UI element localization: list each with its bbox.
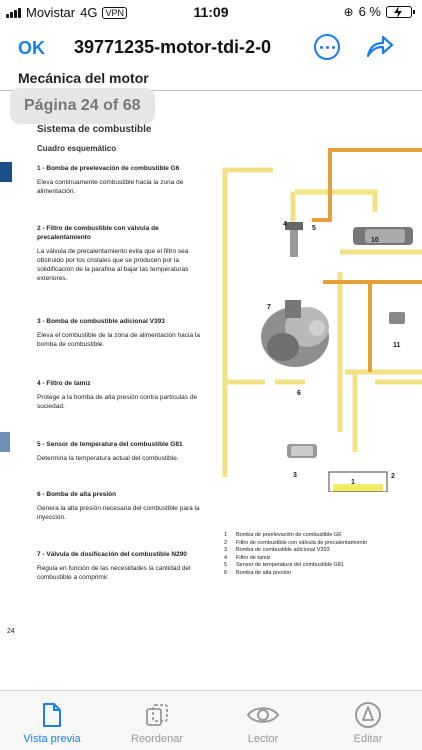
fuel-tank <box>333 484 383 492</box>
legend-item: 2 Filtro de combustible con válvula de precalentamiento <box>224 539 368 546</box>
description-item: 5 - Sensor de temperatura del combustible G81 Determina la temperatura actual del combustible. <box>37 441 183 462</box>
clock: 11:09 <box>193 4 229 20</box>
battery-percent: 6 % <box>358 4 381 19</box>
diagram-label: 5 <box>312 225 316 232</box>
diagram-legend <box>224 532 367 577</box>
tab-editar[interactable] <box>318 701 418 745</box>
valve-component <box>389 312 405 324</box>
orientation-lock-icon: ⊕ <box>343 4 354 19</box>
page-number: 24 <box>7 628 15 635</box>
description-item: 7 - Válvula de dosificación del combustible N290 Regula en función de las necesidades la cantidad del combustible a comprimir. <box>37 551 191 581</box>
legend-item: 4 Filtro de tamiz <box>224 554 271 561</box>
legend-item: 5 Sensor de temperatura del combustible G81 <box>224 562 344 568</box>
tab-label: Lector <box>247 733 279 745</box>
high-pressure-pump <box>261 222 329 367</box>
tab-bar <box>0 690 422 750</box>
diagram-label: 11 <box>393 342 401 349</box>
ok-button[interactable]: OK <box>18 38 45 58</box>
description-item: 4 - Filtro de tamiz Protege a la bomba de alta presión contra partículas de suciedad. <box>37 380 198 410</box>
tab-label: Editar <box>353 733 383 745</box>
diagram-label: 1 <box>351 479 355 486</box>
margin-marker-icon <box>0 162 12 182</box>
tab-reordenar[interactable] <box>107 701 207 745</box>
legend-item: 3 Bomba de combustible adicional V393 <box>224 547 330 553</box>
more-options-icon[interactable] <box>314 34 340 60</box>
network-label: 4G <box>80 5 98 20</box>
page-subtitle: Sistema de combustible <box>37 124 152 135</box>
diagram-label: 6 <box>297 390 301 397</box>
description-item: 1 - Bomba de preelevación de combustible G6 Eleva continuamente combustible hacia la zona de alimentación. <box>37 165 184 195</box>
tab-label: Reordenar <box>131 733 183 745</box>
fuel-system-diagram <box>205 132 422 492</box>
tab-label: Vista previa <box>23 733 81 745</box>
share-icon[interactable] <box>366 34 394 63</box>
diagram-label: 4 <box>283 221 287 228</box>
status-bar <box>0 0 422 26</box>
navigation-bar <box>0 30 422 70</box>
diagram-label: 2 <box>391 473 395 480</box>
description-item: 3 - Bomba de combustible adicional V393 Eleva el combustible de la zona de alimentación hacia la bomba de combustible. <box>37 318 200 348</box>
legend-item: 1 Bomba de preelevación de combustible G6 <box>224 532 342 538</box>
diagram-label: 10 <box>371 237 379 244</box>
pages-icon <box>107 701 207 729</box>
battery-icon <box>386 6 412 18</box>
carrier-label: Movistar <box>26 5 76 20</box>
eye-icon <box>213 701 313 729</box>
description-item: 6 - Bomba de alta presión Genera la alta presión necesaria del combustible para la inyección. <box>37 491 200 521</box>
file-title: 39771235-motor-tdi-2-0 <box>74 37 272 57</box>
margin-marker-icon <box>0 432 10 452</box>
tab-lector[interactable] <box>213 701 313 745</box>
legend-item: 6 Bomba de alta presión <box>224 569 292 576</box>
document-icon <box>2 701 102 729</box>
vpn-badge: VPN <box>102 7 127 19</box>
scheme-title: Cuadro esquemático <box>37 144 117 153</box>
diagram-label: 7 <box>267 304 271 311</box>
section-header: Mecánica del motor <box>18 72 149 86</box>
tab-vista-previa[interactable] <box>2 701 102 745</box>
description-item: 2 - Filtro de combustible con válvula de precalentamiento La válvula de precalentamiento evita que el filtro sea obstruido por los cristales que se producen por la solidificación de la parafina al bajar las temperaturas exteriores. <box>37 225 189 282</box>
document-viewer[interactable] <box>0 72 422 650</box>
diagram-label: 3 <box>293 472 297 479</box>
pen-icon <box>318 701 418 729</box>
page-indicator: Página 24 of 68 <box>10 88 155 124</box>
